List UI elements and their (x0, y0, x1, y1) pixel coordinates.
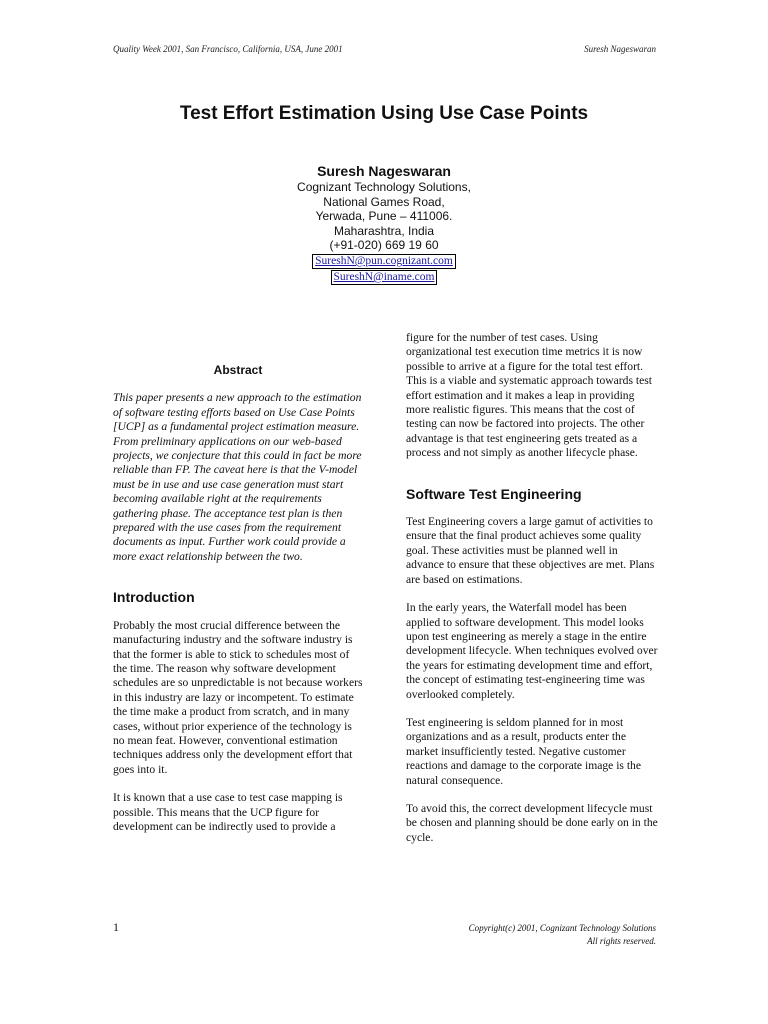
paper-title: Test Effort Estimation Using Use Case Points (179, 103, 589, 124)
running-header-right: Suresh Nageswaran (584, 44, 656, 54)
abstract-text: This paper presents a new approach to the estimation of software testing efforts based on Use Case Points [UCP] as a fundamental project estimation measure. From preliminary applications on our web-based projects, we conjecture that this could in fact be more reliable than FP. The caveat here is that the V-model must be in use and use case generation must start becoming available right at the requirements gathering phase. The acceptance test plan is then prepared with the use cases from the requirement documents as input. Further work could provide a more exact relationship between the two. (113, 391, 362, 563)
affiliation-line: National Games Road, (323, 194, 445, 209)
email-link[interactable]: SureshN@pun.cognizant.com (312, 254, 456, 269)
abstract-heading: Abstract (213, 363, 263, 377)
running-header-left: Quality Week 2001, San Francisco, California, USA, June 2001 (113, 44, 343, 54)
footer-copyright (469, 922, 656, 948)
paragraph: Probably the most crucial difference between the manufacturing industry and the software industry is that the former is able to stick to schedules most of the time. The reason why software development schedules are so unpredictable is not because workers in this industry are lazy or incompetent. To estimate the time make a product from scratch, and in many cases, without prior experience of the technology is no mean feat. However, conventional estimation techniques address only the development effort that goes into it. (113, 618, 363, 776)
paragraph: To avoid this, the correct development lifecycle must be chosen and planning should be done early on in the cycle. (406, 801, 658, 844)
paragraph: It is known that a use case to test case mapping is possible. This means that the UCP figure for development can be indirectly used to provide a (113, 791, 343, 833)
paragraph: In the early years, the Waterfall model has been applied to software development. This model looks upon test engineering as merely a stage in the entire development lifecycle. When techniques evolved over the years for estimating development time and effort, the concept of estimating test-engineering time was overlooked completely. (406, 601, 658, 701)
section-heading: Software Test Engineering (406, 485, 582, 502)
affiliation-line: Cognizant Technology Solutions, (297, 180, 471, 194)
copyright-text: Copyright(c) 2001, Cognizant Technology Solutions (468, 923, 656, 933)
email-link[interactable]: SureshN@iname.com (331, 270, 438, 285)
paragraph: Test Engineering covers a large gamut of activities to ensure that the final product achieves some quality goal. These activities must be planned well in advance to ensure that these objectives are met. Plans are based on estimations. (406, 515, 655, 586)
introduction-heading: Introduction (113, 589, 195, 606)
paragraph: Test engineering is seldom planned for in most organizations and as a result, products enter the market insufficiently tested. Negative customer reactions and damage to the corporate image is the natural consequence. (406, 715, 641, 787)
paragraph: figure for the number of test cases. Using organizational test execution time metrics it is now possible to arrive at a figure for the total test effort. This is a viable and systematic approach towards test effort estimation and it makes a leap in providing more realistic figures. This means that the cost of testing can now be factored into projects. The other advantage is that test engineering gets treated as a process and not simply as another lifecycle phase. (406, 331, 652, 460)
affiliation-line: Yerwada, Pune – 411006. (315, 209, 453, 224)
rights-text: All rights reserved. (587, 936, 656, 946)
author-name: Suresh Nageswaran (317, 163, 451, 179)
right-column (406, 331, 658, 859)
author-block (0, 162, 768, 285)
page-number: 1 (113, 920, 119, 934)
affiliation-line: (+91-020) 669 19 60 (329, 238, 439, 253)
left-column (113, 363, 363, 848)
affiliation-line: Maharashtra, India (333, 223, 435, 238)
